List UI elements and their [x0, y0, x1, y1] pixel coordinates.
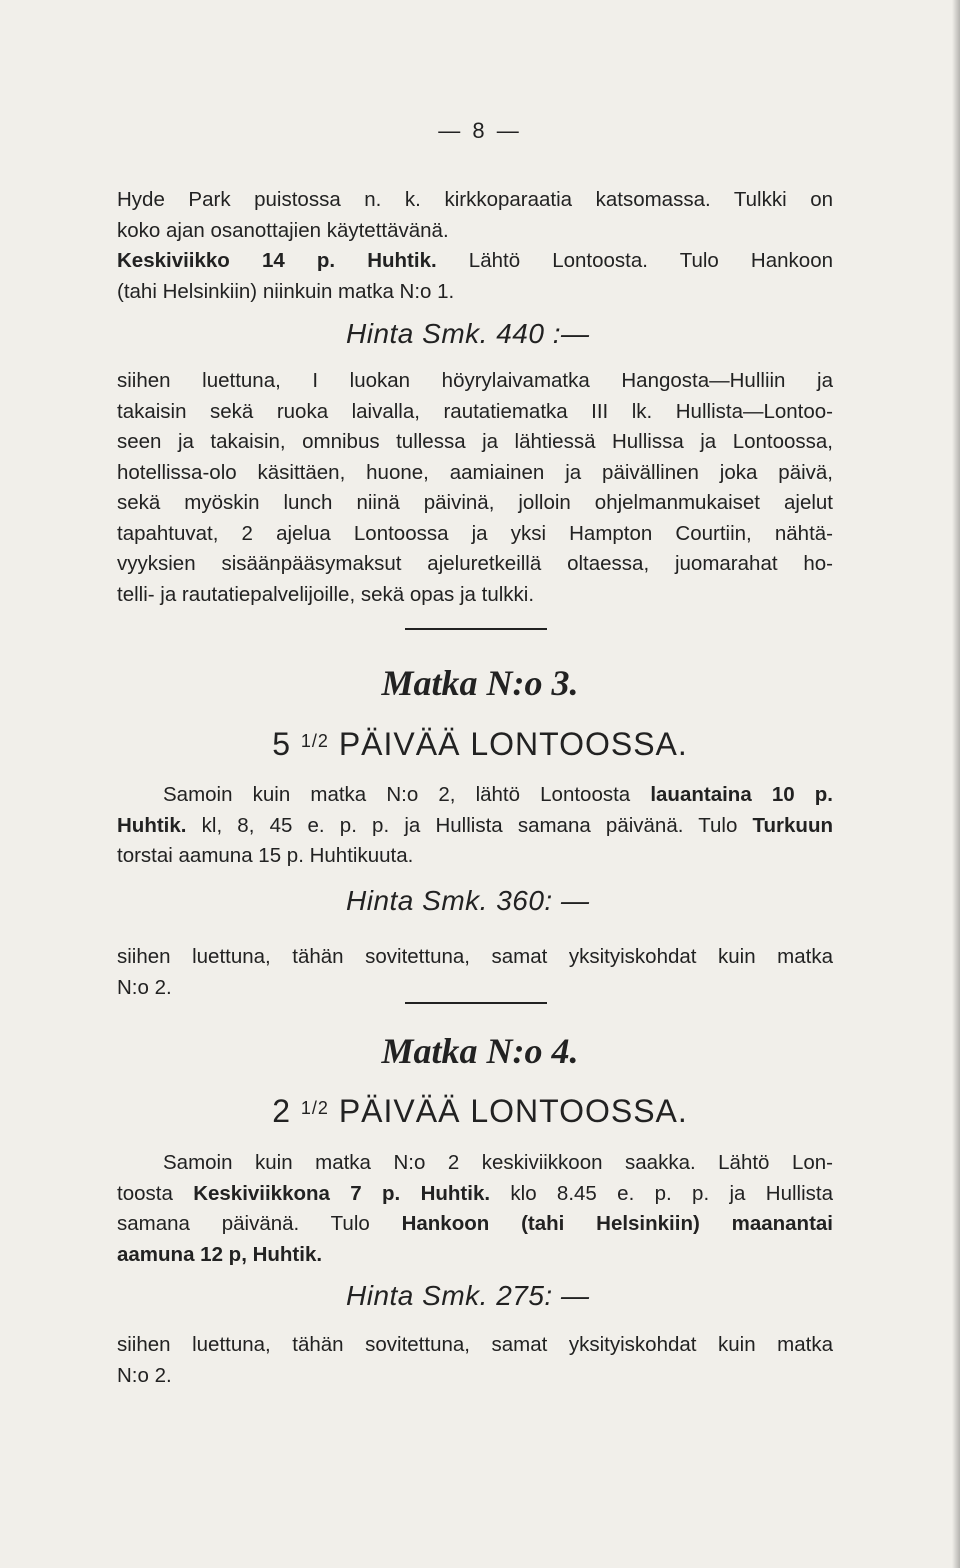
text-span: kl, 8, 45 e. p. p. ja Hullista samana päivänä. Tulo [186, 813, 753, 837]
text-line: vyyksien sisäänpääsymaksut ajeluretkeillä oltaessa, juomarahat ho- [117, 552, 833, 575]
text-line: Hyde Park puistossa n. k. kirkkoparaatia katsomassa. Tulkki on [117, 188, 833, 211]
divider-rule [405, 1002, 547, 1004]
page-number: — 8 — [438, 118, 522, 143]
text-span: Lähtö Lontoosta. Tulo Hankoon [436, 249, 833, 272]
paragraph-hyde-park [117, 185, 833, 246]
text-span: samana päivänä. Tulo [117, 1212, 402, 1235]
text-line [117, 246, 833, 277]
section-heading-matka-3: Matka N:o 3. [381, 663, 579, 703]
text-line: seen ja takaisin, omnibus tullessa ja lähtiessä Hullissa ja Lontoossa, [117, 430, 833, 453]
price-line: Hinta Smk. 440 :— [346, 318, 590, 349]
subheading-number: 5 [272, 726, 291, 762]
text-line: koko ajan osanottajien käytettävänä. [117, 218, 449, 242]
bold-date: Keskiviikko 14 p. Huhtik. [117, 249, 437, 272]
paragraph-departure [117, 246, 833, 307]
text-line: siihen luettuna, I luokan höyrylaivamatka Hangosta—Hulliin ja [117, 369, 833, 392]
bold-destination: Turkuun [752, 813, 833, 837]
subheading-text: PÄIVÄÄ LONTOOSSA. [338, 1093, 688, 1129]
bold-destination: Hankoon (tahi Helsinkiin) maanantai [401, 1212, 833, 1235]
text-line: siihen luettuna, tähän sovitettuna, samat yksityiskohdat kuin matka [117, 1333, 833, 1356]
text-line: (tahi Helsinkiin) niinkuin matka N:o 1. [117, 279, 455, 303]
bold-date: aamuna 12 p, Huhtik. [117, 1242, 323, 1266]
text-line [117, 1240, 833, 1271]
bold-date: lauantaina 10 p. [650, 783, 833, 806]
text-line [117, 811, 833, 842]
section-heading-matka-4: Matka N:o 4. [381, 1031, 579, 1071]
text-line: N:o 2. [117, 975, 172, 999]
text-line: siihen luettuna, tähän sovitettuna, samat yksityiskohdat kuin matka [117, 945, 833, 968]
subheading-fraction: 1/2 [300, 731, 329, 751]
section-subheading-3 [0, 726, 960, 763]
bold-date: Keskiviikkona 7 p. Huhtik. [193, 1181, 491, 1205]
text-line [117, 1209, 833, 1240]
text-line: takaisin sekä ruoka laivalla, rautatiematka III lk. Hullista—Lontoo- [117, 399, 833, 423]
paragraph-matka-4 [117, 1148, 833, 1270]
text-line: tapahtuvat, 2 ajelua Lontoossa ja yksi Hampton Courtiin, nähtä- [117, 521, 833, 545]
text-line [117, 1179, 833, 1210]
text-line: sekä myöskin lunch niinä päivinä, jolloin ohjelmanmukaiset ajelut [117, 491, 833, 514]
text-line: torstai aamuna 15 p. Huhtikuuta. [117, 844, 414, 867]
page-edge-shadow [952, 0, 960, 1568]
paragraph-inclusions [117, 366, 833, 610]
divider-rule [405, 628, 547, 630]
text-span: Samoin kuin matka N:o 2, lähtö Lontoosta [163, 783, 651, 806]
price-line: Hinta Smk. 275: — [346, 1280, 590, 1311]
paragraph-matka-3 [117, 780, 833, 872]
price-line: Hinta Smk. 360: — [346, 885, 590, 916]
subheading-text: PÄIVÄÄ LONTOOSSA. [338, 726, 688, 762]
text-line: N:o 2. [117, 1363, 172, 1387]
subheading-number: 2 [272, 1093, 291, 1129]
section-subheading-4 [0, 1093, 960, 1130]
paragraph-matka-3-inclusions [117, 942, 833, 1003]
text-line: Samoin kuin matka N:o 2 keskiviikkoon saakka. Lähtö Lon- [163, 1151, 833, 1174]
bold-month: Huhtik. [117, 813, 187, 837]
text-span: toosta [117, 1181, 194, 1205]
text-line: hotellissa-olo käsittäen, huone, aamiainen ja päivällinen joka päivä, [117, 460, 833, 484]
text-span: klo 8.45 e. p. p. ja Hullista [490, 1181, 833, 1205]
paragraph-matka-4-inclusions [117, 1330, 833, 1391]
subheading-fraction: 1/2 [300, 1098, 329, 1118]
text-line [117, 780, 833, 811]
text-line: telli- ja rautatiepalvelijoille, sekä opas ja tulkki. [117, 582, 535, 606]
